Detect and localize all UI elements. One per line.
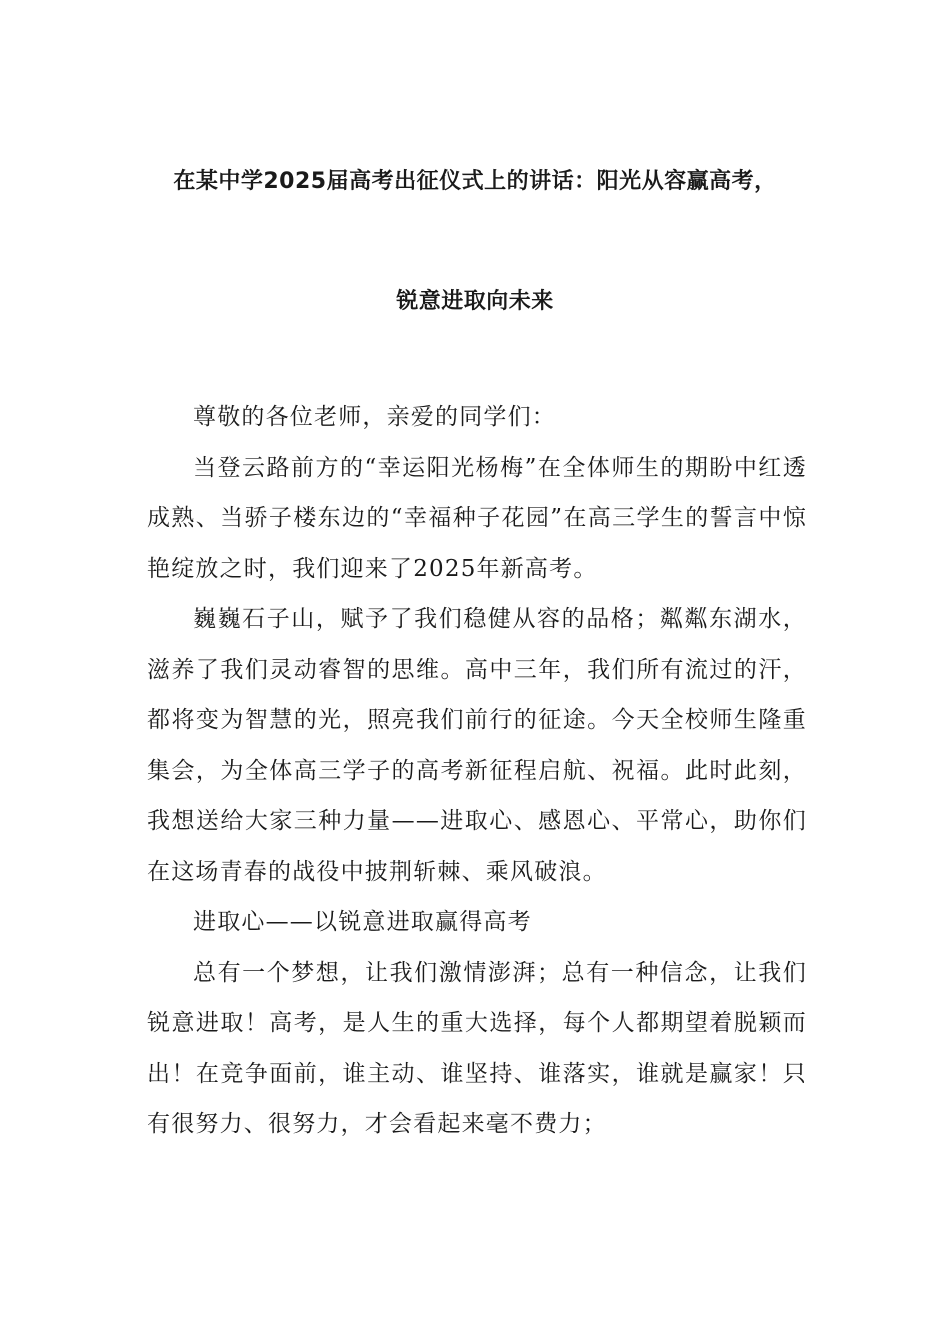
body-paragraph: 总有一个梦想，让我们激情澎湃；总有一种信念，让我们锐意进取！高考，是人生的重大选择，每个人都期望着脱颖而出！在竞争面前，谁主动、谁坚持、谁落实，谁就是赢家！只有很努力、很努力，才会看起来毫不费力； [147,959,807,1137]
body-paragraph: 巍巍石子山，赋予了我们稳健从容的品格；粼粼东湖水，滋养了我们灵动睿智的思维。高中三年，我们所有流过的汗，都将变为智慧的光，照亮我们前行的征途。今天全校师生隆重集会，为全体高三学子的高考新征程启航、祝福。此时此刻，我想送给大家三种力量——进取心、感恩心、平常心，助你们在这场青春的战役中披荆斩棘、乘风破浪。 [147,606,807,885]
section-heading: 进取心——以锐意进取赢得高考 [193,909,532,935]
body-paragraph: 当登云路前方的“幸运阳光杨梅”在全体师生的期盼中红透成熟、当骄子楼东边的“幸福种子花园”在高三学生的誓言中惊艳绽放之时，我们迎来了2025年新高考。 [147,454,807,582]
document-title-line-1: 在某中学2025届高考出征仪式上的讲话：阳光从容赢高考， [173,169,777,194]
document-title-line-2: 锐意进取向未来 [396,289,554,314]
salutation-paragraph: 尊敬的各位老师，亲爱的同学们： [193,404,556,430]
document-body [147,392,807,1150]
